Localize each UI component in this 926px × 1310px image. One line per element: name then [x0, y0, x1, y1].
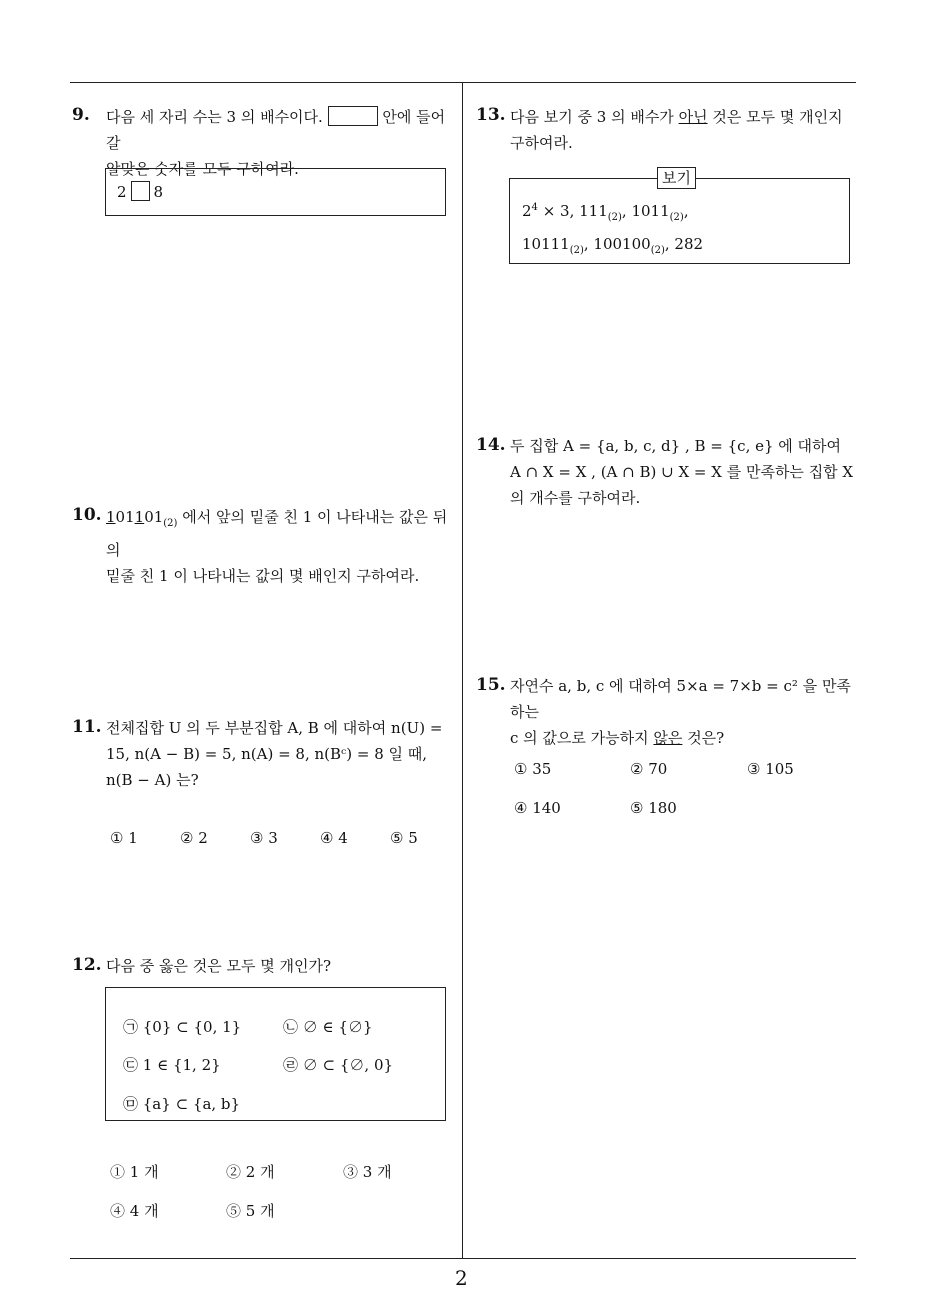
q13-bogi-label: 보기 — [657, 167, 696, 189]
q11-choice-1[interactable]: ① 1 — [110, 829, 138, 847]
q9-box-left: 2 — [117, 183, 127, 201]
column-divider — [462, 82, 463, 1259]
q11-text — [106, 715, 458, 793]
q15-text — [510, 673, 860, 751]
q12-item-5: ㉤ {a} ⊂ {a, b} — [123, 1095, 241, 1113]
q14-line3: 의 개수를 구하여라. — [510, 489, 641, 507]
q9-number: 9. — [72, 105, 90, 125]
q15-line1: 자연수 a, b, c 에 대하여 5×a = 7×b = c² 을 만족하는 — [510, 677, 851, 721]
top-rule — [70, 82, 856, 83]
q12-item-2: ㉡ ∅ ∈ {∅} — [283, 1018, 373, 1036]
q12-choice-4[interactable]: ④ 4 개 — [110, 1202, 159, 1220]
q9-line2: 알맞은 숫자를 모두 구하여라. — [106, 160, 299, 178]
q13-number: 13. — [476, 105, 506, 125]
q12-choice-2[interactable]: ② 2 개 — [226, 1163, 275, 1181]
bottom-rule — [70, 1258, 856, 1259]
q12-choice-1[interactable]: ① 1 개 — [110, 1163, 159, 1181]
q12-item-3: ㉢ 1 ∈ {1, 2} — [123, 1056, 221, 1074]
q13-line1a: 다음 보기 중 3 의 배수가 — [510, 108, 674, 126]
q15-line2b: 것은? — [687, 729, 725, 747]
q11-line1: 전체집합 U 의 두 부분집합 A, B 에 대하여 n(U) = — [106, 719, 443, 737]
q11-choice-4[interactable]: ④ 4 — [320, 829, 348, 847]
page-number: 2 — [455, 1266, 468, 1290]
q12-number: 12. — [72, 955, 102, 975]
q15-choice-4[interactable]: ④ 140 — [514, 799, 561, 817]
q10-line2: 밑줄 친 1 이 나타내는 값의 몇 배인지 구하여라. — [106, 567, 420, 585]
q13-bogi-box — [509, 178, 850, 264]
q15-choice-5[interactable]: ⑤ 180 — [630, 799, 677, 817]
q11-choice-5[interactable]: ⑤ 5 — [390, 829, 418, 847]
q11-choice-3[interactable]: ③ 3 — [250, 829, 278, 847]
q15-choice-1[interactable]: ① 35 — [514, 760, 552, 778]
q13-line1b: 것은 모두 몇 개인지 — [712, 108, 843, 126]
q12-item-1: ㉠ {0} ⊂ {0, 1} — [123, 1018, 242, 1036]
q11-line3: n(B − A) 는? — [106, 771, 199, 789]
q9-line1b: 안에 들어갈 — [106, 108, 446, 152]
q11-line2: 15, n(A − B) = 5, n(A) = 8, n(Bᶜ) = 8 일 때, — [106, 745, 428, 763]
q13-line2: 구하여라. — [510, 134, 573, 152]
q10-text — [106, 504, 458, 589]
q14-number: 14. — [476, 435, 506, 455]
q12-choice-5[interactable]: ⑤ 5 개 — [226, 1202, 275, 1220]
q9-box — [105, 168, 446, 216]
q9-blank — [328, 106, 378, 126]
q15-number: 15. — [476, 675, 506, 695]
q13-line1-underline: 아닌 — [678, 108, 708, 126]
q15-choice-2[interactable]: ② 70 — [630, 760, 668, 778]
q14-line2: A ∩ X = X , (A ∩ B) ∪ X = X 를 만족하는 집합 X — [510, 463, 854, 481]
q13-text — [510, 104, 860, 156]
q12-item-4: ㉣ ∅ ⊂ {∅, 0} — [283, 1056, 394, 1074]
q10-number: 10. — [72, 505, 102, 525]
q9-box-right: 8 — [153, 183, 164, 201]
q14-line1: 두 집합 A = {a, b, c, d} , B = {c, e} 에 대하여 — [510, 437, 842, 455]
q12-box — [105, 987, 446, 1121]
q14-text — [510, 433, 860, 511]
q10-binary: $101101_{(2)}$ — [106, 508, 178, 529]
q12-choice-3[interactable]: ③ 3 개 — [343, 1163, 392, 1181]
q15-line2a: c 의 값으로 가능하지 — [510, 729, 649, 747]
q15-choice-3[interactable]: ③ 105 — [747, 760, 794, 778]
q10-line1: 에서 앞의 밑줄 친 1 이 나타내는 값은 뒤의 — [106, 508, 448, 559]
q15-line2-underline: 않은 — [653, 729, 683, 747]
q11-choice-2[interactable]: ② 2 — [180, 829, 208, 847]
q9-box-blank — [131, 181, 150, 201]
q13-bogi-content: $2^4 \times 3$, $111_{(2)}$, $1011_{(2)}$, $10111_{(2)}$, $100100_{(2)}$, 282 — [522, 202, 704, 256]
q9-line1a: 다음 세 자리 수는 3 의 배수이다. — [106, 108, 323, 126]
q11-number: 11. — [72, 717, 102, 737]
q12-line1: 다음 중 옳은 것은 모두 몇 개인가? — [106, 957, 332, 975]
